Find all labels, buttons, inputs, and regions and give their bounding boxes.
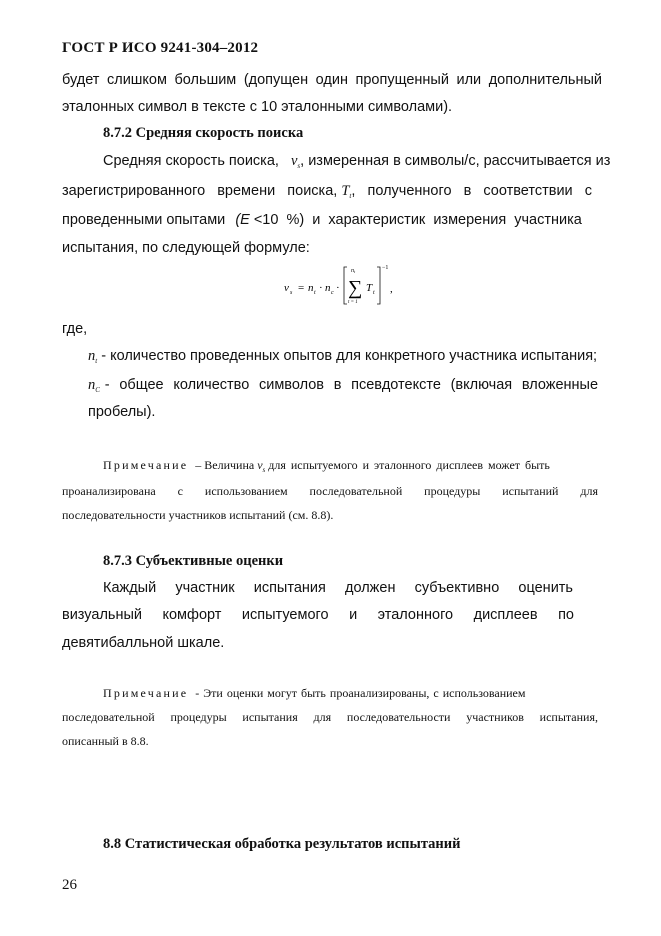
symbol-E: (E (235, 212, 250, 228)
intro-line-2: эталонных символ в тексте с 10 эталонными символами). (62, 99, 453, 115)
symbol-nt (88, 348, 97, 364)
symbol-Tt (341, 183, 351, 199)
symbol-subscript: t (349, 192, 352, 200)
section-8-7-3-line-1: Каждый участник испытания должен субъективно оценить (103, 580, 573, 596)
symbol-letter: v (257, 458, 263, 472)
note-1-line-1 (103, 458, 550, 474)
text-run: зарегистрированного времени поиска, (62, 183, 338, 199)
text-run: проведенными опытами (62, 212, 226, 228)
note-2-line-3: описанный в 8.8. (62, 734, 149, 748)
section-8-7-3-line-3: девятибалльной шкале. (62, 635, 225, 651)
symbol-letter: n (88, 377, 96, 393)
intro-line-1: будет слишком большим (допущен один пропущенный или дополнительный (62, 72, 602, 88)
paragraph-line (62, 183, 592, 200)
formula-lhs: v (284, 282, 289, 294)
formula-dot: · (319, 282, 323, 294)
symbol-letter: n (88, 348, 96, 364)
sum-upper-sub: t (354, 269, 356, 274)
page-number: 26 (62, 877, 77, 893)
formula-nc-sub: c (331, 290, 334, 296)
formula-nt-sub: t (314, 290, 316, 296)
note-text: – Величина (195, 458, 255, 472)
sum-upper: n (351, 268, 354, 274)
note-1-line-3: последовательности участников испытаний (см. 8.8). (62, 508, 334, 522)
symbol-vs (257, 458, 265, 472)
formula-comma: , (390, 283, 393, 295)
note-text: - Эти оценки могут быть проанализированы, с использованием (195, 686, 526, 700)
formula-T: T (366, 282, 373, 294)
symbol-letter: T (341, 183, 350, 199)
formula (278, 260, 418, 310)
text-run: <10 %) и характеристик измерения участника (253, 212, 582, 228)
definition-text: - количество проведенных опытов для конкретного участника испытания; (101, 348, 598, 364)
symbol-subscript: s (297, 162, 301, 170)
symbol-vs (291, 153, 300, 169)
note-2-line-1 (103, 686, 525, 701)
note-text: для испытуемого и эталонного дисплеев может быть (268, 458, 550, 472)
paragraph-line (103, 153, 610, 170)
section-8-7-3-line-2: визуальный комфорт испытуемого и эталонного дисплеев по (62, 607, 574, 623)
definition-nc-cont: пробелы). (88, 404, 156, 420)
symbol-subscript: C (95, 386, 100, 394)
left-bracket (344, 267, 347, 304)
definition-text: - общее количество символов в псевдотексте (включая вложенные (104, 377, 599, 393)
symbol-nc (88, 377, 100, 393)
section-heading-8-8: 8.8 Статистическая обработка результатов испытаний (103, 836, 461, 852)
note-label: Примечание (103, 458, 189, 472)
text-run: Средняя скорость поиска, (103, 153, 279, 169)
symbol-letter: v (290, 153, 298, 169)
note-1-line-2: проанализирована с использованием последовательной процедуры испытаний для (62, 484, 598, 498)
definition-nt (88, 348, 597, 365)
text-run: , полученного в соответствии с (351, 183, 592, 199)
right-bracket (377, 267, 380, 304)
text-run: , измеренная в символы/с, рассчитывается из (300, 153, 611, 169)
symbol-subscript: s (262, 466, 266, 474)
paragraph-line (62, 212, 582, 228)
sum-lower: t = 1 (348, 300, 358, 305)
note-2-line-2: последовательной процедуры испытания для последовательности участников испытания, (62, 710, 598, 724)
formula-T-sub: t (373, 290, 375, 296)
definition-nc (88, 377, 598, 394)
note-label: Примечание (103, 686, 189, 700)
formula-eq: = (298, 282, 305, 294)
document-header: ГОСТ Р ИСО 9241-304–2012 (62, 40, 259, 56)
where-label: где, (62, 321, 88, 337)
formula-dot: · (336, 282, 340, 294)
formula-exponent: −1 (382, 265, 389, 271)
formula-nt: n (308, 282, 314, 294)
section-heading-8-7-3: 8.7.3 Субъективные оценки (103, 553, 284, 569)
paragraph-line: испытания, по следующей формуле: (62, 240, 310, 256)
section-heading-8-7-2: 8.7.2 Средняя скорость поиска (103, 125, 304, 141)
sum-sign: ∑ (348, 277, 363, 299)
symbol-subscript: t (95, 357, 98, 365)
formula-nc: n (325, 282, 331, 294)
formula-lhs-sub: s (290, 290, 293, 296)
